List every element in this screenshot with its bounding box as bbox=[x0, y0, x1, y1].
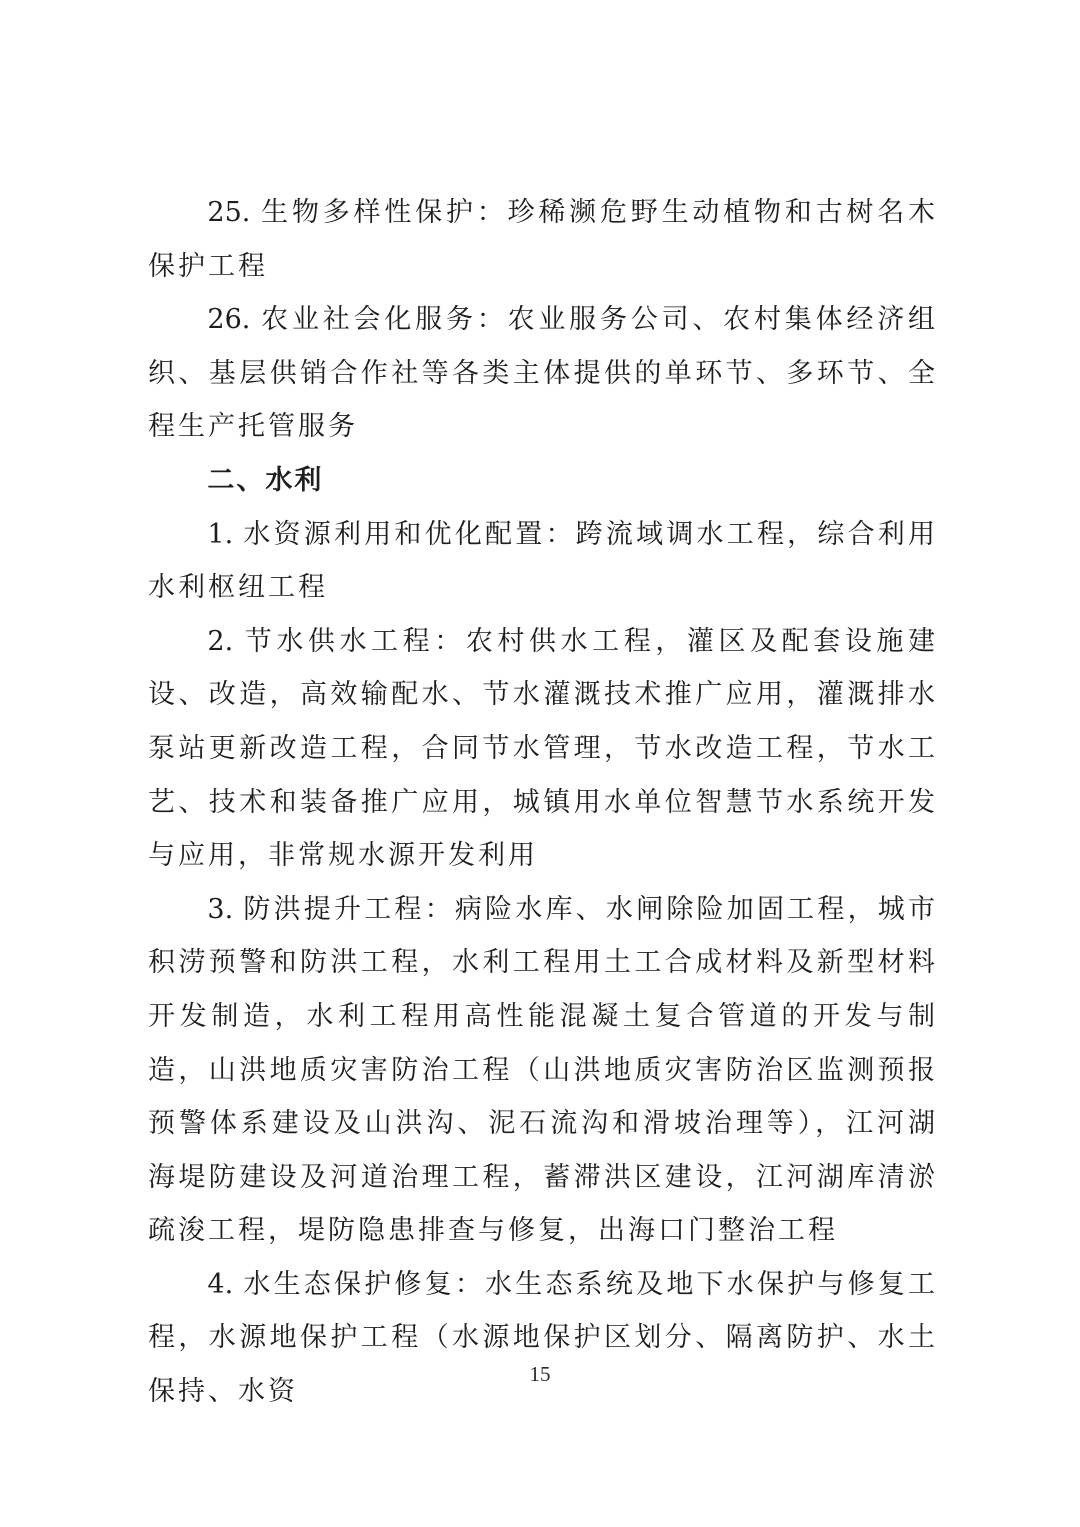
item-number: 2. bbox=[207, 625, 234, 657]
document-body bbox=[148, 186, 938, 1419]
list-item bbox=[148, 293, 938, 454]
list-item bbox=[148, 508, 938, 615]
item-number: 3. bbox=[207, 893, 234, 925]
list-item bbox=[148, 615, 938, 883]
item-number: 25. bbox=[207, 197, 251, 228]
list-item bbox=[148, 186, 938, 293]
item-number: 1. bbox=[207, 518, 234, 550]
item-text: 农业社会化服务：农业服务公司、农村集体经济组织、基层供销合作社等各类主体提供的单环节、多环节、全程生产托管服务 bbox=[148, 304, 938, 443]
page-number: 15 bbox=[529, 1362, 551, 1386]
list-item bbox=[148, 1258, 938, 1419]
item-text: 节水供水工程：农村供水工程，灌区及配套设施建设、改造，高效输配水、节水灌溉技术推广应用，灌溉排水泵站更新改造工程，合同节水管理，节水改造工程，节水工艺、技术和装备推广应用，城镇用水单位智慧节水系统开发与应用，非常规水源开发利用 bbox=[148, 625, 938, 872]
item-text: 防洪提升工程：病险水库、水闸除险加固工程，城市积涝预警和防洪工程，水利工程用土工合成材料及新型材料开发制造，水利工程用高性能混凝土复合管道的开发与制造，山洪地质灾害防治工程（山洪地质灾害防治区监测预报预警体系建设及山洪沟、泥石流沟和滑坡治理等），江河湖海堤防建设及河道治理工程，蓄滞洪区建设，江河湖库清淤疏浚工程，堤防隐患排查与修复，出海口门整治工程 bbox=[148, 893, 938, 1247]
item-text: 生物多样性保护：珍稀濒危野生动植物和古树名木保护工程 bbox=[148, 197, 938, 282]
list-item bbox=[148, 883, 938, 1258]
item-number: 26. bbox=[207, 304, 251, 336]
section-heading: 二、水利 bbox=[207, 464, 324, 496]
item-number: 4. bbox=[207, 1268, 234, 1300]
item-text: 水资源利用和优化配置：跨流域调水工程，综合利用水利枢纽工程 bbox=[148, 518, 938, 604]
item-text: 水生态保护修复：水生态系统及地下水保护与修复工程，水源地保护工程（水源地保护区划分、隔离防护、水土保持、水资 bbox=[148, 1268, 938, 1408]
